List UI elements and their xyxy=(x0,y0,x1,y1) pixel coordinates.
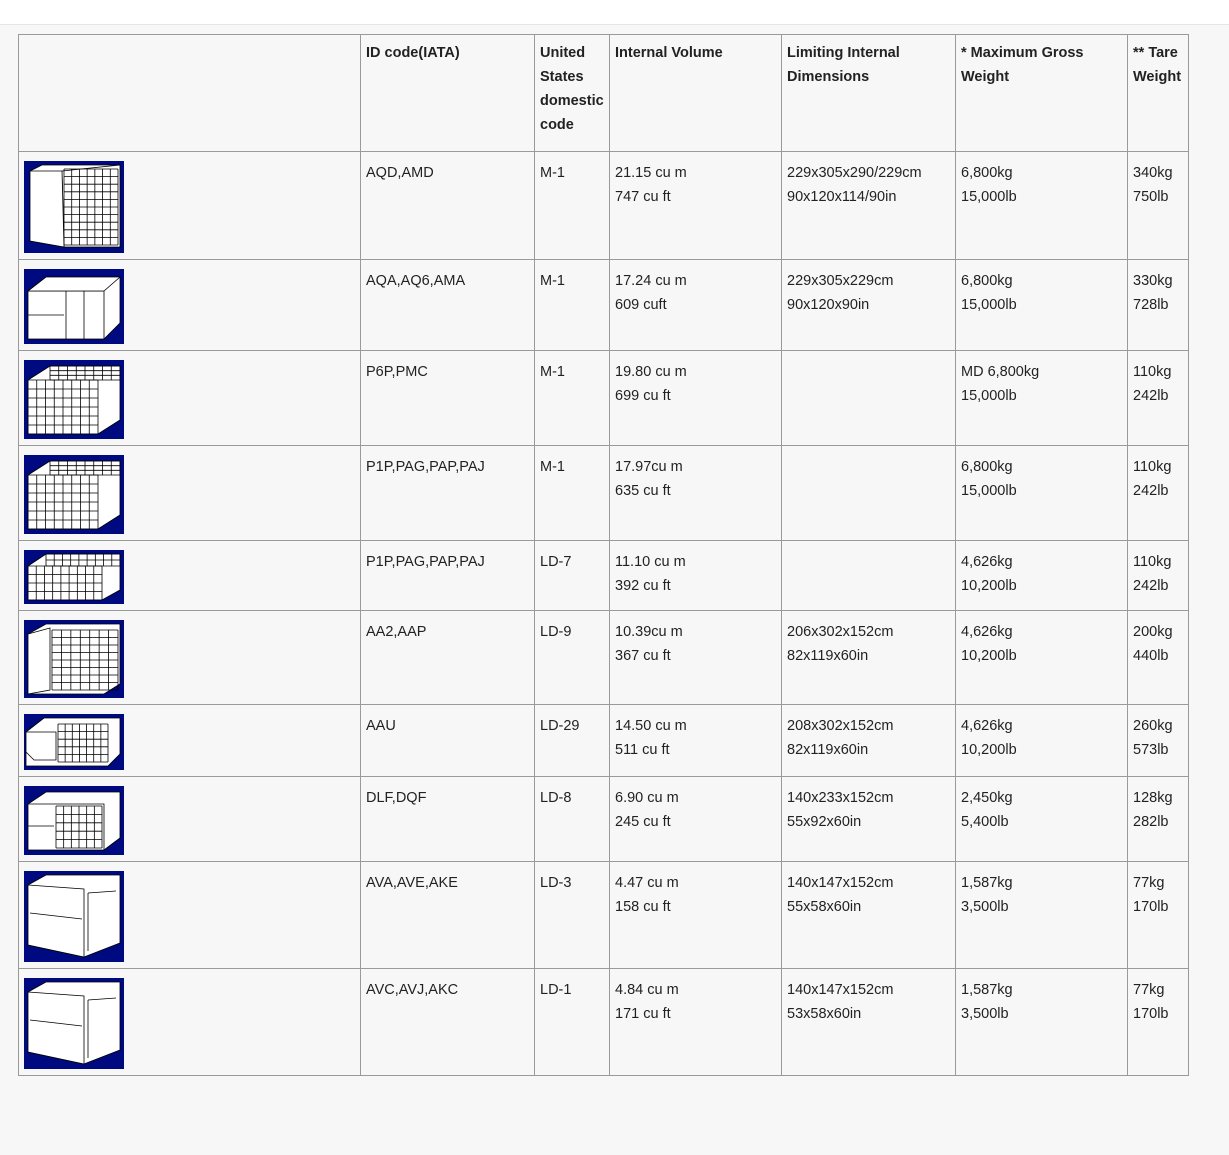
container-ld3-icon xyxy=(24,871,124,962)
max-weight-value: 5,400lb xyxy=(961,814,1009,830)
id-code-value: AAU xyxy=(366,718,396,734)
volume-cell xyxy=(610,260,782,351)
volume-cell xyxy=(610,541,782,611)
container-ld1-icon xyxy=(24,978,124,1069)
dimensions-value: 90x120x114/90in xyxy=(787,189,897,205)
max-weight-cell xyxy=(956,260,1128,351)
uld-image-cell xyxy=(19,862,361,969)
dimensions-cell xyxy=(782,446,956,541)
tare-weight-value: 110kg xyxy=(1133,554,1172,570)
tare-weight-value: 110kg xyxy=(1133,459,1172,475)
us-code-cell xyxy=(535,541,610,611)
table-header-row xyxy=(19,35,1189,152)
uld-image-cell xyxy=(19,351,361,446)
table-row xyxy=(19,446,1189,541)
uld-image-cell xyxy=(19,777,361,862)
uld-image-cell xyxy=(19,541,361,611)
max-weight-cell xyxy=(956,152,1128,260)
header-id-code: ID code(IATA) xyxy=(361,35,535,152)
max-weight-value: 15,000lb xyxy=(961,483,1017,499)
volume-cell xyxy=(610,862,782,969)
volume-value: 11.10 cu m xyxy=(615,554,686,570)
tare-weight-cell xyxy=(1128,351,1189,446)
dimensions-value: 229x305x229cm xyxy=(787,273,894,289)
dimensions-value: 82x119x60in xyxy=(787,742,869,758)
dimensions-cell xyxy=(782,777,956,862)
container-ld8-icon xyxy=(24,786,124,855)
pallet-low-net-icon xyxy=(24,550,124,604)
max-weight-cell xyxy=(956,351,1128,446)
max-weight-value: 10,200lb xyxy=(961,742,1017,758)
us-code-value: M-1 xyxy=(540,364,565,380)
max-weight-value: 1,587kg xyxy=(961,875,1013,891)
volume-value: 699 cu ft xyxy=(615,388,671,404)
dimensions-cell xyxy=(782,705,956,777)
volume-cell xyxy=(610,969,782,1076)
id-code-cell xyxy=(361,152,535,260)
tare-weight-cell xyxy=(1128,152,1189,260)
volume-value: 14.50 cu m xyxy=(615,718,687,734)
max-weight-value: 3,500lb xyxy=(961,899,1009,915)
max-weight-value: MD 6,800kg xyxy=(961,364,1040,380)
max-weight-value: 3,500lb xyxy=(961,1006,1009,1022)
id-code-cell xyxy=(361,611,535,705)
volume-cell xyxy=(610,777,782,862)
dimensions-cell xyxy=(782,260,956,351)
us-code-value: LD-7 xyxy=(540,554,572,570)
tare-weight-value: 242lb xyxy=(1133,388,1169,404)
dimensions-cell xyxy=(782,541,956,611)
us-code-value: LD-1 xyxy=(540,982,572,998)
max-weight-value: 15,000lb xyxy=(961,189,1017,205)
id-code-value: P1P,PAG,PAP,PAJ xyxy=(366,554,485,570)
dimensions-value: 55x92x60in xyxy=(787,814,862,830)
max-weight-cell xyxy=(956,969,1128,1076)
dimensions-cell xyxy=(782,351,956,446)
dimensions-value: 229x305x290/229cm xyxy=(787,165,922,181)
id-code-value: AQA,AQ6,AMA xyxy=(366,273,466,289)
tare-weight-cell xyxy=(1128,777,1189,862)
id-code-cell xyxy=(361,446,535,541)
us-code-value: M-1 xyxy=(540,273,565,289)
tare-weight-value: 728lb xyxy=(1133,297,1169,313)
dimensions-value: 53x58x60in xyxy=(787,1006,862,1022)
us-code-cell xyxy=(535,260,610,351)
dimensions-value: 140x147x152cm xyxy=(787,875,894,891)
us-code-value: LD-29 xyxy=(540,718,580,734)
volume-cell xyxy=(610,446,782,541)
table-row xyxy=(19,705,1189,777)
table-row xyxy=(19,351,1189,446)
max-weight-value: 15,000lb xyxy=(961,388,1017,404)
page-top-band xyxy=(0,0,1229,25)
max-weight-cell xyxy=(956,777,1128,862)
id-code-cell xyxy=(361,541,535,611)
us-code-cell xyxy=(535,152,610,260)
tare-weight-cell xyxy=(1128,705,1189,777)
max-weight-cell xyxy=(956,862,1128,969)
dimensions-value: 140x147x152cm xyxy=(787,982,894,998)
volume-value: 17.97cu m xyxy=(615,459,683,475)
volume-value: 158 cu ft xyxy=(615,899,671,915)
max-weight-value: 4,626kg xyxy=(961,554,1013,570)
volume-value: 4.84 cu m xyxy=(615,982,679,998)
volume-value: 609 cuft xyxy=(615,297,667,313)
us-code-value: LD-3 xyxy=(540,875,572,891)
tare-weight-value: 128kg xyxy=(1133,790,1173,806)
uld-image-cell xyxy=(19,611,361,705)
id-code-cell xyxy=(361,969,535,1076)
volume-value: 747 cu ft xyxy=(615,189,671,205)
volume-value: 392 cu ft xyxy=(615,578,671,594)
tare-weight-value: 573lb xyxy=(1133,742,1169,758)
table-row xyxy=(19,611,1189,705)
header-limiting-dimensions: Limiting Internal Dimensions xyxy=(782,35,956,152)
tare-weight-value: 282lb xyxy=(1133,814,1169,830)
volume-cell xyxy=(610,351,782,446)
us-code-value: M-1 xyxy=(540,459,565,475)
max-weight-value: 10,200lb xyxy=(961,578,1017,594)
volume-value: 21.15 cu m xyxy=(615,165,687,181)
max-weight-value: 6,800kg xyxy=(961,273,1013,289)
tare-weight-value: 242lb xyxy=(1133,578,1169,594)
us-code-value: LD-9 xyxy=(540,624,572,640)
tare-weight-value: 200kg xyxy=(1133,624,1173,640)
tare-weight-value: 750lb xyxy=(1133,189,1169,205)
dimensions-value: 140x233x152cm xyxy=(787,790,894,806)
us-code-cell xyxy=(535,705,610,777)
dimensions-value: 208x302x152cm xyxy=(787,718,894,734)
id-code-cell xyxy=(361,705,535,777)
tare-weight-value: 110kg xyxy=(1133,364,1172,380)
header-us-code: United States domestic code xyxy=(535,35,610,152)
volume-cell xyxy=(610,611,782,705)
max-weight-value: 6,800kg xyxy=(961,165,1013,181)
dimensions-cell xyxy=(782,152,956,260)
container-wide-icon xyxy=(24,714,124,770)
tare-weight-value: 330kg xyxy=(1133,273,1173,289)
dimensions-cell xyxy=(782,969,956,1076)
dimensions-value: 55x58x60in xyxy=(787,899,862,915)
id-code-cell xyxy=(361,862,535,969)
table-row xyxy=(19,152,1189,260)
table-row xyxy=(19,862,1189,969)
volume-value: 10.39cu m xyxy=(615,624,683,640)
max-weight-cell xyxy=(956,446,1128,541)
us-code-cell xyxy=(535,351,610,446)
tare-weight-value: 242lb xyxy=(1133,483,1169,499)
tare-weight-value: 170lb xyxy=(1133,899,1169,915)
id-code-cell xyxy=(361,351,535,446)
tare-weight-value: 440lb xyxy=(1133,648,1169,664)
table-row xyxy=(19,541,1189,611)
uld-image-cell xyxy=(19,446,361,541)
max-weight-value: 10,200lb xyxy=(961,648,1017,664)
tare-weight-value: 260kg xyxy=(1133,718,1173,734)
volume-value: 245 cu ft xyxy=(615,814,671,830)
max-weight-value: 4,626kg xyxy=(961,624,1013,640)
dimensions-cell xyxy=(782,611,956,705)
max-weight-value: 2,450kg xyxy=(961,790,1013,806)
us-code-cell xyxy=(535,777,610,862)
table-row xyxy=(19,777,1189,862)
uld-specs-table xyxy=(18,34,1189,1076)
volume-value: 4.47 cu m xyxy=(615,875,679,891)
container-contoured-net-icon xyxy=(24,161,124,253)
header-max-gross-weight: * Maximum Gross Weight xyxy=(956,35,1128,152)
tare-weight-value: 340kg xyxy=(1133,165,1173,181)
id-code-value: P6P,PMC xyxy=(366,364,428,380)
tare-weight-value: 77kg xyxy=(1133,875,1165,891)
us-code-value: LD-8 xyxy=(540,790,572,806)
volume-value: 171 cu ft xyxy=(615,1006,671,1022)
volume-cell xyxy=(610,152,782,260)
us-code-value: M-1 xyxy=(540,165,565,181)
header-tare-weight: ** Tare Weight xyxy=(1128,35,1189,152)
pallet-net-icon xyxy=(24,360,124,439)
dimensions-value: 82x119x60in xyxy=(787,648,869,664)
container-box-icon xyxy=(24,269,124,344)
volume-value: 367 cu ft xyxy=(615,648,671,664)
tare-weight-cell xyxy=(1128,446,1189,541)
id-code-value: AA2,AAP xyxy=(366,624,427,640)
us-code-cell xyxy=(535,446,610,541)
dimensions-cell xyxy=(782,862,956,969)
tare-weight-cell xyxy=(1128,611,1189,705)
header-internal-volume: Internal Volume xyxy=(610,35,782,152)
id-code-value: DLF,DQF xyxy=(366,790,427,806)
max-weight-value: 1,587kg xyxy=(961,982,1013,998)
volume-value: 6.90 cu m xyxy=(615,790,679,806)
us-code-cell xyxy=(535,969,610,1076)
uld-image-cell xyxy=(19,260,361,351)
tare-weight-value: 77kg xyxy=(1133,982,1165,998)
tare-weight-cell xyxy=(1128,862,1189,969)
tare-weight-value: 170lb xyxy=(1133,1006,1169,1022)
volume-cell xyxy=(610,705,782,777)
dimensions-value: 90x120x90in xyxy=(787,297,870,313)
tare-weight-cell xyxy=(1128,969,1189,1076)
table-row xyxy=(19,260,1189,351)
volume-value: 17.24 cu m xyxy=(615,273,687,289)
id-code-value: AVC,AVJ,AKC xyxy=(366,982,459,998)
volume-value: 511 cu ft xyxy=(615,742,670,758)
max-weight-cell xyxy=(956,541,1128,611)
volume-value: 19.80 cu m xyxy=(615,364,687,380)
us-code-cell xyxy=(535,862,610,969)
id-code-value: AVA,AVE,AKE xyxy=(366,875,458,891)
max-weight-value: 4,626kg xyxy=(961,718,1013,734)
uld-image-cell xyxy=(19,152,361,260)
max-weight-cell xyxy=(956,705,1128,777)
id-code-cell xyxy=(361,777,535,862)
header-image xyxy=(19,35,361,152)
container-net-door-icon xyxy=(24,620,124,698)
uld-image-cell xyxy=(19,969,361,1076)
id-code-value: AQD,AMD xyxy=(366,165,434,181)
tare-weight-cell xyxy=(1128,541,1189,611)
pallet-net-icon xyxy=(24,455,124,534)
max-weight-cell xyxy=(956,611,1128,705)
max-weight-value: 6,800kg xyxy=(961,459,1013,475)
table-row xyxy=(19,969,1189,1076)
id-code-value: P1P,PAG,PAP,PAJ xyxy=(366,459,485,475)
uld-image-cell xyxy=(19,705,361,777)
max-weight-value: 15,000lb xyxy=(961,297,1017,313)
us-code-cell xyxy=(535,611,610,705)
dimensions-value: 206x302x152cm xyxy=(787,624,894,640)
volume-value: 635 cu ft xyxy=(615,483,671,499)
tare-weight-cell xyxy=(1128,260,1189,351)
id-code-cell xyxy=(361,260,535,351)
